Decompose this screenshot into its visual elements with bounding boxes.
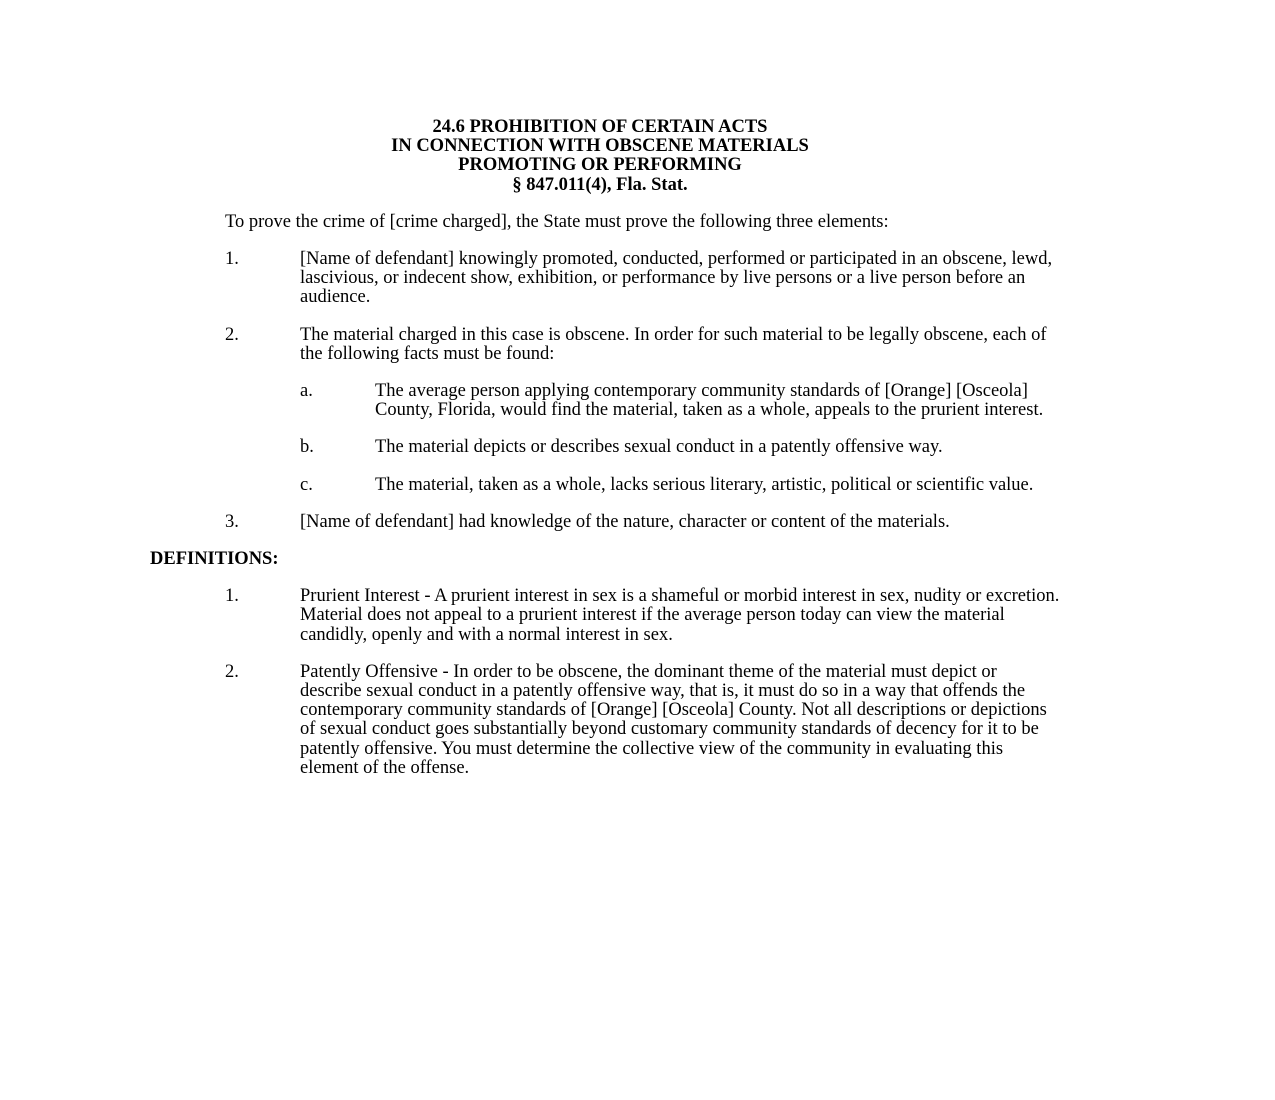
- subitem-letter: c.: [300, 474, 313, 495]
- element-text: [Name of defendant] had knowledge of the nature, character or content of the materials.: [300, 511, 950, 532]
- element-number: 1.: [225, 249, 239, 270]
- subitem-letter: b.: [300, 437, 314, 458]
- definition-text: Patently Offensive - In order to be obscene, the dominant theme of the material must depict or describe sexual conduct in a patently offensive way, that is, it must do so in a way that offends the contemporary community standards of [Orange] [Osceola] County. Not all descriptions or depictions of sexual conduct goes substantially beyond customary community standards of decency for it to be patently offensive. You must determine the collective view of the community in evaluating this element of the offense.: [300, 661, 1047, 778]
- element-subitem-b: [150, 438, 1050, 457]
- element-item-3: [150, 513, 1050, 532]
- element-text: [Name of defendant] knowingly promoted, conducted, performed or participated in an obscene, lewd, lascivious, or indecent show, exhibition, or performance by live persons or a live person before an audience.: [300, 249, 1053, 308]
- subitem-text: The material, taken as a whole, lacks serious literary, artistic, political or scientific value.: [375, 474, 1034, 495]
- element-item-1: [150, 249, 1053, 308]
- definition-number: 1.: [225, 586, 239, 607]
- document-page: [150, 117, 1060, 778]
- definition-number: 2.: [225, 661, 239, 682]
- element-subitem-a: [150, 382, 1050, 420]
- definition-item-2: [150, 663, 1050, 778]
- definitions-heading: DEFINITIONS:: [150, 549, 279, 570]
- title-line-2: IN CONNECTION WITH OBSCENE MATERIALS: [391, 136, 809, 157]
- definition-text: Prurient Interest - A prurient interest in sex is a shameful or morbid interest in sex, nudity or excretion. Material does not appeal to a prurient interest if the average person today can view the material candidly, openly and with a normal interest in sex.: [300, 586, 1060, 645]
- intro-paragraph: To prove the crime of [crime charged], the State must prove the following three elements:: [225, 211, 889, 232]
- title-statute: § 847.011(4), Fla. Stat.: [512, 174, 688, 195]
- document-title: [150, 118, 1050, 195]
- title-line-1: 24.6 PROHIBITION OF CERTAIN ACTS: [432, 117, 768, 137]
- subitem-text: The material depicts or describes sexual conduct in a patently offensive way.: [375, 437, 943, 458]
- element-subitem-c: [150, 476, 1050, 495]
- element-number: 2.: [225, 324, 239, 345]
- subitem-text: The average person applying contemporary community standards of [Orange] [Osceola] County, Florida, would find the material, taken as a whole, appeals to the prurient interest.: [375, 381, 1044, 421]
- element-text: The material charged in this case is obscene. In order for such material to be legally obscene, each of the following facts must be found:: [300, 324, 1047, 364]
- definition-item-1: [150, 586, 1060, 645]
- element-item-2: [150, 326, 1050, 364]
- title-line-3: PROMOTING OR PERFORMING: [458, 155, 742, 176]
- element-number: 3.: [225, 511, 239, 532]
- subitem-letter: a.: [300, 381, 313, 402]
